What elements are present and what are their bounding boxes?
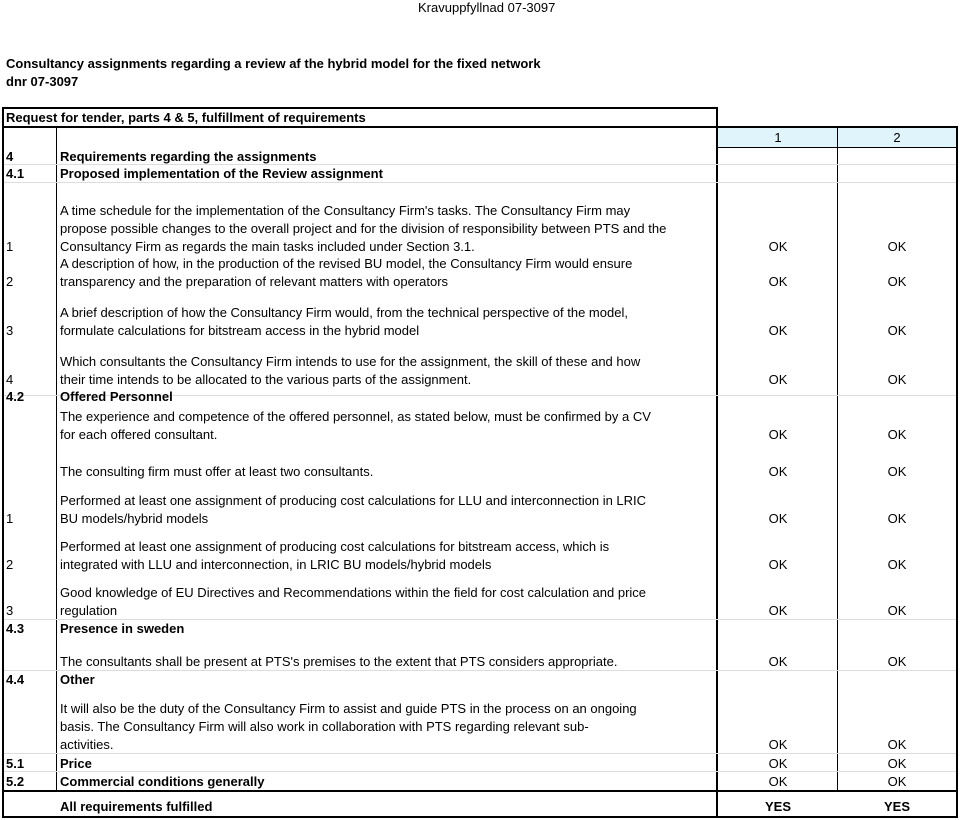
requirement-text-line: basis. The Consultancy Firm will also work in collaboration with PTS regarding relevant sub-: [60, 719, 589, 734]
document-reference: Kravuppfyllnad 07-3097: [418, 0, 556, 15]
status-cell-1: OK: [768, 274, 788, 289]
row-number: 2: [6, 557, 14, 572]
status-cell-2: OK: [887, 603, 907, 618]
section-number: 4: [6, 149, 14, 164]
section-number: 4.1: [6, 166, 25, 181]
status-cell-2: OK: [887, 372, 907, 387]
table-heading: Request for tender, parts 4 & 5, fulfillment of requirements: [6, 110, 366, 125]
row-number: 3: [6, 323, 14, 338]
requirement-text-line: BU models/hybrid models: [60, 511, 209, 526]
status-cell-1: OK: [768, 756, 788, 771]
status-cell-2: OK: [887, 654, 907, 669]
requirement-text-line: A brief description of how the Consultancy Firm would, from the technical perspective of the model,: [60, 305, 628, 320]
section-number: 4.4: [6, 672, 25, 687]
section-label: Presence in sweden: [60, 621, 185, 636]
requirement-text-line: Performed at least one assignment of producing cost calculations for LLU and interconnection in LRIC: [60, 493, 647, 508]
section-number: 4.2: [6, 389, 25, 404]
requirement-text-line: activities.: [60, 737, 114, 752]
total-status-2: YES: [883, 799, 910, 814]
status-cell-1: OK: [768, 427, 788, 442]
requirement-text-line: for each offered consultant.: [60, 427, 218, 442]
row-number: 1: [6, 239, 14, 254]
section-label: Other: [60, 672, 95, 687]
status-cell-1: OK: [768, 323, 788, 338]
column-header-2: 2: [893, 130, 901, 145]
section-number: 5.2: [6, 774, 25, 789]
status-cell-2: OK: [887, 774, 907, 789]
requirement-text-line: Consultancy Firm as regards the main tasks included under Section 3.1.: [60, 239, 475, 254]
requirement-text-line: their time intends to be allocated to the various parts of the assignment.: [60, 372, 472, 387]
column-header-1: 1: [774, 130, 782, 145]
section-number: 5.1: [6, 756, 25, 771]
status-cell-1: OK: [768, 239, 788, 254]
status-cell-2: OK: [887, 427, 907, 442]
status-cell-2: OK: [887, 323, 907, 338]
section-number: 4.3: [6, 621, 25, 636]
row-number: 1: [6, 511, 14, 526]
status-cell-1: OK: [768, 372, 788, 387]
status-cell-1: OK: [768, 737, 788, 752]
section-label: Price: [60, 756, 92, 771]
total-status-1: YES: [764, 799, 791, 814]
section-label: Commercial conditions generally: [60, 774, 265, 789]
requirement-text-line: A time schedule for the implementation of the Consultancy Firm's tasks. The Consultancy Firm may: [60, 203, 631, 218]
row-number: 2: [6, 274, 14, 289]
status-cell-1: OK: [768, 654, 788, 669]
requirement-text-line: transparency and the preparation of relevant matters with operators: [60, 274, 449, 289]
status-cell-2: OK: [887, 464, 907, 479]
total-label: All requirements fulfilled: [60, 799, 213, 814]
document-title: Consultancy assignments regarding a review af the hybrid model for the fixed network: [6, 56, 541, 71]
status-cell-1: OK: [768, 774, 788, 789]
status-cell-2: OK: [887, 239, 907, 254]
requirement-text-line: The consulting firm must offer at least two consultants.: [60, 464, 374, 479]
requirement-text-line: It will also be the duty of the Consultancy Firm to assist and guide PTS in the process on an ongoing: [60, 701, 637, 716]
status-cell-1: OK: [768, 603, 788, 618]
requirement-text-line: Good knowledge of EU Directives and Recommendations within the field for cost calculation and price: [60, 585, 647, 600]
row-number: 4: [6, 372, 14, 387]
document-dnr: dnr 07-3097: [6, 74, 79, 89]
status-cell-2: OK: [887, 756, 907, 771]
section-label: Requirements regarding the assignments: [60, 149, 317, 164]
section-label: Offered Personnel: [60, 389, 173, 404]
requirement-text-line: Which consultants the Consultancy Firm intends to use for the assignment, the skill of these and how: [60, 354, 641, 369]
status-cell-2: OK: [887, 737, 907, 752]
status-cell-1: OK: [768, 511, 788, 526]
status-cell-1: OK: [768, 557, 788, 572]
status-cell-2: OK: [887, 557, 907, 572]
status-cell-2: OK: [887, 274, 907, 289]
requirement-text-line: integrated with LLU and interconnection, in LRIC BU models/hybrid models: [60, 557, 492, 572]
requirement-text-line: The experience and competence of the offered personnel, as stated below, must be confirmed by a CV: [60, 409, 651, 424]
requirement-text-line: The consultants shall be present at PTS's premises to the extent that PTS considers appropriate.: [60, 654, 618, 669]
requirement-text-line: A description of how, in the production of the revised BU model, the Consultancy Firm would ensure: [60, 256, 633, 271]
requirement-text-line: regulation: [60, 603, 118, 618]
status-cell-2: OK: [887, 511, 907, 526]
requirement-text-line: formulate calculations for bitstream access in the hybrid model: [60, 323, 420, 338]
requirement-text-line: propose possible changes to the overall project and for the division of responsibility between PTS and the: [60, 221, 667, 236]
row-number: 3: [6, 603, 14, 618]
section-label: Proposed implementation of the Review assignment: [60, 166, 383, 181]
status-cell-1: OK: [768, 464, 788, 479]
requirement-text-line: Performed at least one assignment of producing cost calculations for bitstream access, which is: [60, 539, 610, 554]
